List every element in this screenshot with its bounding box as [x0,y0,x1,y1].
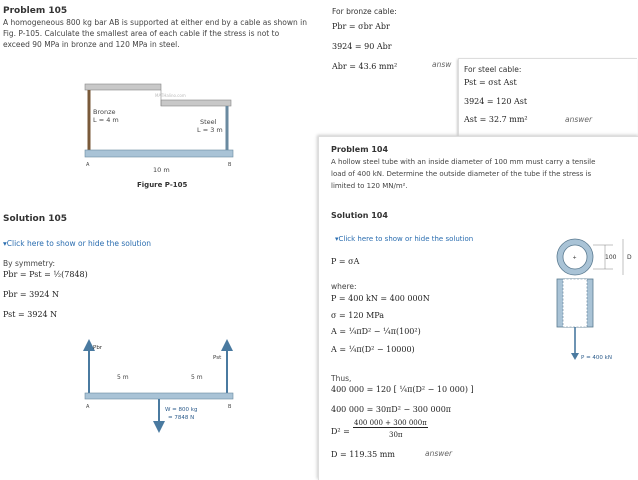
steel-cable-panel [458,58,637,137]
problem-104-title: Problem 104 [331,145,389,154]
steel-length: L = 3 m [197,126,223,134]
fbd-b-label: B [228,404,232,410]
bar-ab [85,150,233,157]
watermark: MATHalino.com [155,93,186,98]
steel-eq1: Pst = σst Ast [464,78,517,87]
where-line-3: A = ¼πD² − ¼π(100²) [331,327,421,336]
fbd-length-1: 5 m [117,374,129,381]
problem-104-text-2: load of 400 kN. Determine the outside diameter of the tube if the stress is [331,170,592,178]
point-b-label: B [228,162,232,168]
free-body-diagram [75,335,325,445]
thus-line-3-numerator: 400 000 + 300 000π [354,419,427,427]
thus-line-3-lhs: D² = [331,427,350,436]
load-arrowhead-icon [571,353,579,360]
thus-line-1: 400 000 = 120 [ ¼π(D² − 10 000) ] [331,385,474,394]
solution-105-eq3: Pst = 3924 N [3,310,58,319]
solution-105-eq2: Pbr = 3924 N [3,290,60,299]
weight-value: = 7848 N [168,415,195,421]
thus-label: Thus, [331,374,352,383]
toggle-arrow-icon: ▾ [335,235,339,243]
where-label: where: [331,282,357,291]
bronze-answer: answ [432,60,452,69]
where-line-2: σ = 120 MPa [331,311,385,320]
problem-105-title: Problem 105 [3,6,68,16]
steel-label: Steel [200,118,217,126]
steel-eq2: 3924 = 120 Ast [464,97,528,106]
fbd-bar [85,393,233,399]
figure-p105 [75,80,325,195]
steel-panel-title: For steel cable: [464,65,522,74]
thus-line-3-denominator: 30π [389,431,403,439]
solution-105-eq1: Pbr = Pst = ½(7848) [3,270,88,279]
problem-104-text-3: limited to 120 MN/m². [331,182,408,190]
where-line-1: P = 400 kN = 400 000N [331,294,430,303]
bronze-eq3: Abr = 43.6 mm² [332,62,398,71]
tube-bore [563,279,587,327]
problem-104-text-1: A hollow steel tube with an inside diameter of 100 mm must carry a tensile [331,158,596,166]
weight-label: W = 800 kg [165,407,198,413]
where-line-4: A = ¼π(D² − 10000) [331,345,415,354]
steel-eq3: Ast = 32.7 mm² [464,115,528,124]
span-label: 10 m [153,166,170,174]
center-cross-icon: + [572,255,577,261]
toggle-arrow-icon: ▾ [3,239,7,248]
inner-diameter-label: 100 [605,254,617,261]
bronze-eq1: Pbr = σbr Abr [332,22,390,31]
thus-line-2: 400 000 = 30πD² − 300 000π [331,405,452,414]
fbd-a-label: A [86,404,90,410]
problem-104-panel [318,136,638,480]
hollow-tube-figure [547,237,638,367]
figure-caption: Figure P-105 [137,181,188,189]
outer-diameter-label: D [627,254,632,261]
point-a-label: A [86,162,90,168]
p-equals-sigma-a: P = σA [331,257,360,266]
fbd-length-2: 5 m [191,374,203,381]
fbd-pbr-label: Pbr [93,345,103,351]
problem-105-text: A homogeneous 800 kg bar AB is supported at either end by a cable as shown in Fig. P-105. Calculate the smallest area of each cable if the stress is not to exceed 90 MPa in bronze and 120 MPa in steel. [3,18,308,49]
symmetry-label: By symmetry: [3,259,55,268]
solution-105-title: Solution 105 [3,214,68,224]
problem-104-answer: answer [425,449,453,458]
bronze-eq2: 3924 = 90 Abr [332,42,392,51]
load-label: P = 400 kN [581,355,612,361]
solution-105-toggle[interactable]: ▾Click here to show or hide the solution [3,239,152,248]
solution-104-toggle[interactable]: ▾Click here to show or hide the solution [335,235,474,243]
bronze-length: L = 4 m [93,116,119,124]
fbd-pst-label: Pst [213,355,222,361]
bronze-label: Bronze [93,108,116,116]
final-answer-d: D = 119.35 mm [331,450,395,459]
steel-answer: answer [565,115,593,124]
bronze-panel-title: For bronze cable: [332,7,397,16]
solution-104-title: Solution 104 [331,211,388,220]
